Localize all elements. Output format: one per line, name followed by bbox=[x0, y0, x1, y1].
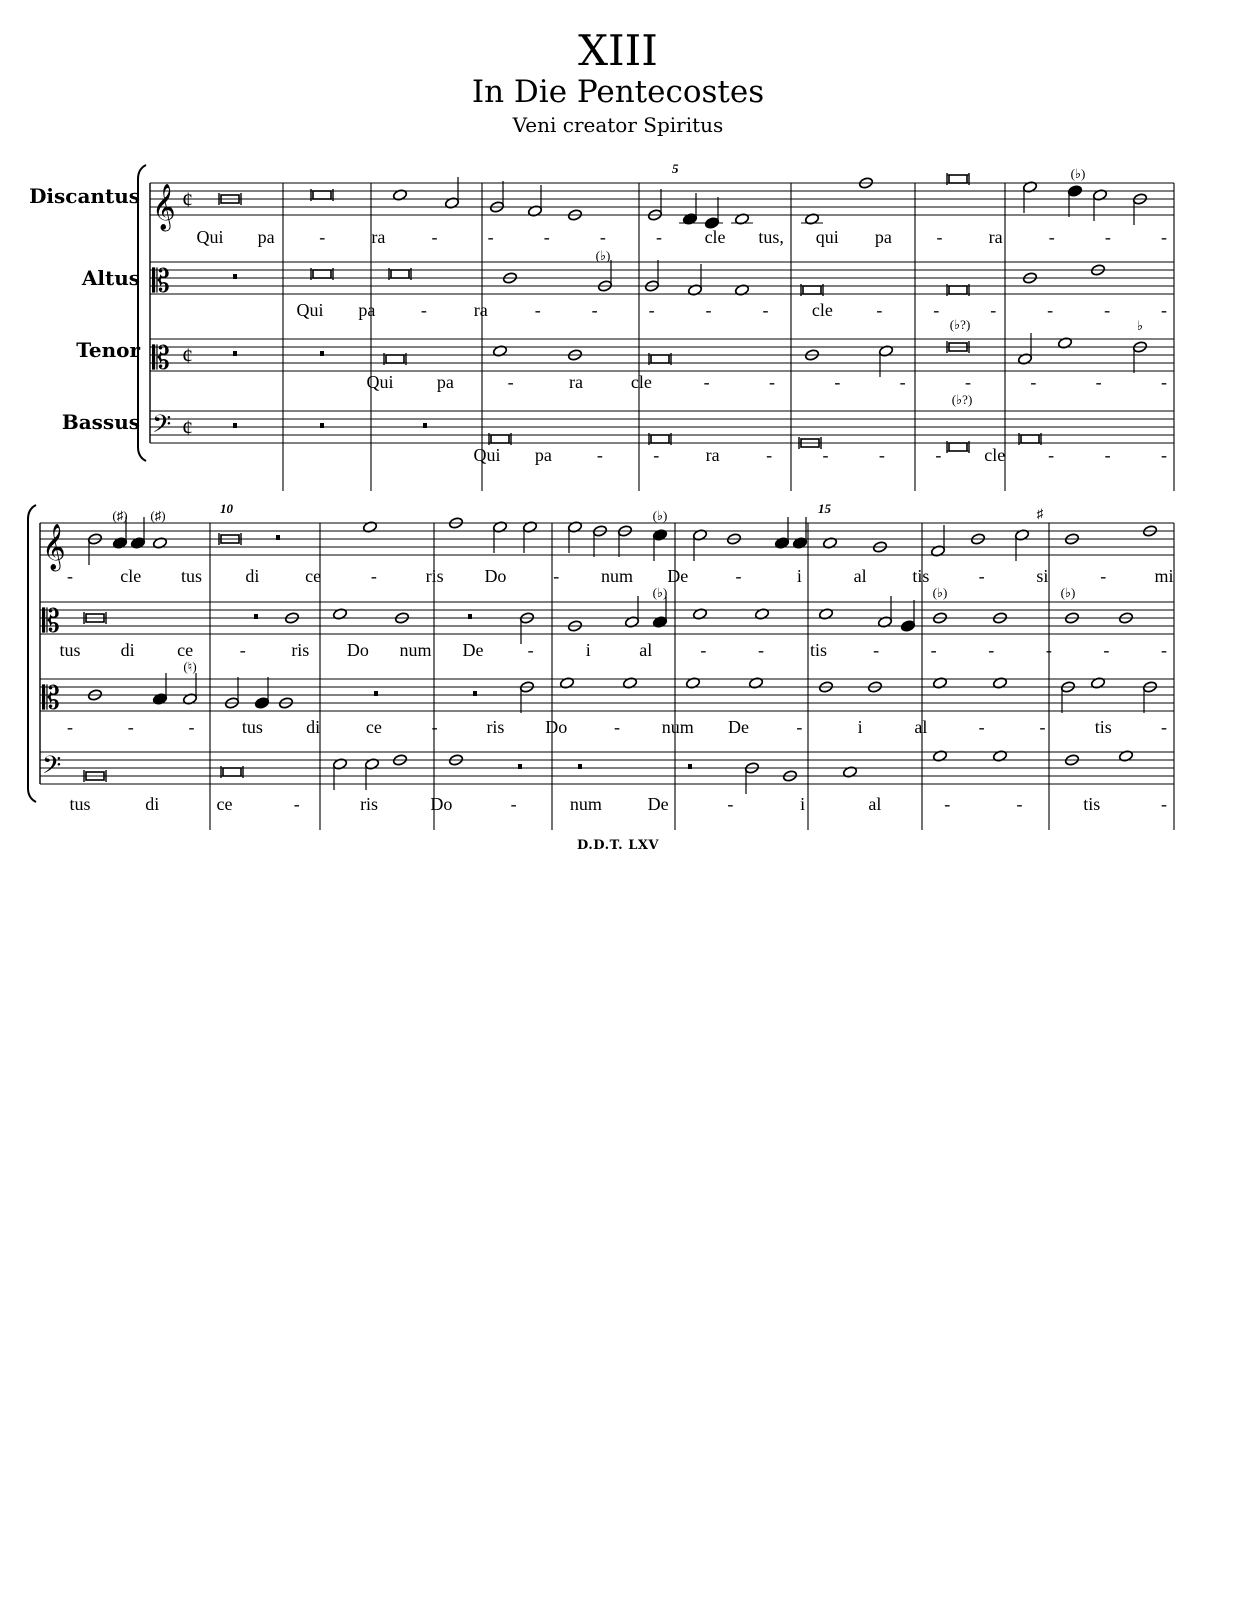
lyric-syllable: si bbox=[1036, 566, 1049, 586]
lyric-syllable: - bbox=[878, 445, 885, 465]
lyric-syllable: - bbox=[67, 566, 73, 586]
accidental-mark: (♭) bbox=[1060, 585, 1076, 600]
lyric-syllable: Do bbox=[484, 566, 507, 586]
lyric-syllable: tus, bbox=[758, 227, 784, 247]
lyric-syllable: - bbox=[1161, 227, 1167, 247]
piece-title: In Die Pentecostes bbox=[471, 74, 765, 110]
quarter-note bbox=[1067, 185, 1082, 198]
lyric-syllable: - bbox=[834, 372, 841, 392]
lyric-syllable: - bbox=[543, 227, 550, 247]
system-bracket bbox=[28, 505, 36, 802]
lyric-syllable: al bbox=[868, 794, 882, 814]
alto-clef-icon: 𝄡 bbox=[42, 680, 60, 716]
lyric-syllable: di bbox=[120, 640, 135, 660]
lyric-syllable: pa bbox=[874, 227, 892, 247]
lyric-syllable: - bbox=[599, 227, 606, 247]
treble-clef-icon: 𝄞 bbox=[152, 184, 176, 229]
lyric-syllable: mi bbox=[1154, 566, 1174, 586]
lyric-syllable: ce bbox=[365, 717, 382, 737]
breve-note bbox=[391, 270, 409, 278]
rest-mark bbox=[233, 351, 237, 356]
lyric-syllable: - bbox=[1161, 300, 1167, 320]
lyric-syllable: tis bbox=[1083, 794, 1101, 814]
cut-time-icon: ¢ bbox=[182, 343, 193, 368]
rest-mark bbox=[688, 764, 692, 769]
voice-label-discantus: Discantus bbox=[29, 184, 140, 208]
measure-number: 5 bbox=[672, 161, 679, 176]
lyric-syllable: - bbox=[1161, 794, 1167, 814]
lyric-syllable: - bbox=[944, 794, 951, 814]
lyric-syllable: pa bbox=[534, 445, 552, 465]
lyric-syllable: Qui bbox=[473, 445, 501, 465]
lyric-syllable: - bbox=[757, 640, 764, 660]
lyric-syllable: cle bbox=[630, 372, 652, 392]
accidental-mark: (♮) bbox=[183, 659, 197, 674]
lyric-syllable: Do bbox=[430, 794, 453, 814]
breve-note bbox=[949, 443, 967, 451]
lyric-syllable: - bbox=[1048, 445, 1055, 465]
lyric-syllable: tis bbox=[912, 566, 930, 586]
rest-mark bbox=[233, 274, 237, 279]
lyric-syllable: - bbox=[930, 640, 937, 660]
lyric-syllable: ra bbox=[569, 372, 583, 392]
lyric-syllable: tus bbox=[241, 717, 263, 737]
lyric-syllable: - bbox=[510, 794, 517, 814]
lyric-syllable: - bbox=[705, 300, 712, 320]
breve-note bbox=[313, 191, 331, 199]
lyric-syllable: - bbox=[239, 640, 246, 660]
lyric-syllable: Qui bbox=[366, 372, 394, 392]
lyric-syllable: - bbox=[127, 717, 134, 737]
quarter-note bbox=[900, 620, 915, 633]
lyric-syllable: - bbox=[653, 445, 660, 465]
lyric-syllable: - bbox=[1104, 300, 1111, 320]
lyric-syllable: - bbox=[431, 227, 438, 247]
rest-mark bbox=[254, 614, 258, 619]
breve-note bbox=[223, 768, 241, 776]
breve-note bbox=[949, 175, 967, 183]
lyric-syllable: - bbox=[1100, 566, 1107, 586]
lyric-syllable: al bbox=[914, 717, 928, 737]
lyric-syllable: De bbox=[647, 794, 669, 814]
alto-clef-icon: 𝄡 bbox=[42, 603, 60, 639]
lyric-syllable: tus bbox=[59, 640, 81, 660]
lyric-syllable: - bbox=[1104, 227, 1111, 247]
lyric-syllable: De bbox=[462, 640, 484, 660]
lyric-syllable: tis bbox=[1094, 717, 1112, 737]
lyric-syllable: - bbox=[534, 300, 541, 320]
lyric-syllable: - bbox=[1045, 640, 1052, 660]
accidental-mark: (♭) bbox=[652, 585, 668, 600]
lyric-syllable: - bbox=[933, 300, 940, 320]
accidental-mark: (♭) bbox=[595, 248, 611, 263]
lyric-syllable: - bbox=[431, 717, 438, 737]
lyric-syllable: cle bbox=[704, 227, 726, 247]
lyric-syllable: - bbox=[978, 566, 985, 586]
lyric-syllable: di bbox=[145, 794, 160, 814]
lyric-syllable: - bbox=[796, 717, 803, 737]
lyric-syllable: - bbox=[769, 372, 775, 392]
lyric-syllable: i bbox=[585, 640, 591, 660]
breve-note bbox=[949, 286, 967, 294]
breve-note bbox=[313, 270, 331, 278]
lyric-syllable: tus bbox=[69, 794, 91, 814]
lyric-syllable: - bbox=[700, 640, 707, 660]
breve-note bbox=[651, 435, 669, 443]
lyric-syllable: Do bbox=[545, 717, 568, 737]
lyric-syllable: - bbox=[507, 372, 514, 392]
lyric-syllable: ris bbox=[291, 640, 310, 660]
lyric-syllable: tis bbox=[810, 640, 828, 660]
bass-clef-icon: 𝄢 bbox=[42, 752, 62, 785]
lyric-syllable: - bbox=[420, 300, 427, 320]
lyric-syllable: - bbox=[614, 717, 620, 737]
lyric-syllable: - bbox=[965, 372, 971, 392]
lyric-syllable: pa bbox=[436, 372, 454, 392]
lyric-syllable: - bbox=[703, 372, 710, 392]
lyric-syllable: - bbox=[188, 717, 195, 737]
voice-label-bassus: Bassus bbox=[61, 410, 140, 434]
lyric-syllable: - bbox=[487, 227, 494, 247]
lyric-syllable: - bbox=[370, 566, 377, 586]
lyric-syllable: ra bbox=[473, 300, 488, 320]
accidental-mark: (♭) bbox=[1070, 166, 1086, 181]
lyric-syllable: - bbox=[873, 640, 880, 660]
bass-clef-icon: 𝄢 bbox=[152, 411, 172, 444]
lyric-syllable: - bbox=[978, 717, 985, 737]
lyric-syllable: ra bbox=[371, 227, 386, 247]
lyric-syllable: Do bbox=[346, 640, 369, 660]
breve-note bbox=[803, 286, 821, 294]
alto-clef-icon: 𝄡 bbox=[152, 340, 170, 376]
lyric-syllable: qui bbox=[815, 227, 839, 247]
lyric-syllable: - bbox=[822, 445, 829, 465]
lyric-syllable: - bbox=[935, 445, 942, 465]
lyric-syllable: - bbox=[319, 227, 326, 247]
voice-label-altus: Altus bbox=[81, 266, 140, 290]
lyric-syllable: - bbox=[1161, 445, 1167, 465]
voice-label-tenor: Tenor bbox=[76, 338, 140, 362]
lyric-syllable: De bbox=[667, 566, 689, 586]
accidental-mark: (♭) bbox=[932, 585, 948, 600]
cut-time-icon: ¢ bbox=[182, 415, 193, 440]
lyric-syllable: - bbox=[553, 566, 560, 586]
breve-note bbox=[491, 435, 509, 443]
lyric-syllable: ris bbox=[486, 717, 505, 737]
measure-number: 10 bbox=[220, 501, 233, 516]
hymn-subtitle: Veni creator Spiritus bbox=[512, 113, 724, 137]
lyric-syllable: tus bbox=[181, 566, 203, 586]
lyric-syllable: - bbox=[1161, 640, 1167, 660]
lyric-syllable: ris bbox=[425, 566, 444, 586]
rest-mark bbox=[468, 614, 472, 619]
lyric-syllable: ra bbox=[705, 445, 720, 465]
alto-clef-icon: 𝄡 bbox=[152, 263, 170, 299]
lyric-syllable: - bbox=[1104, 445, 1111, 465]
lyric-syllable: - bbox=[988, 640, 995, 660]
lyric-syllable: - bbox=[1047, 300, 1054, 320]
lyric-syllable: - bbox=[762, 300, 769, 320]
rest-mark bbox=[276, 535, 280, 540]
lyric-syllable: - bbox=[655, 227, 662, 247]
breve-note bbox=[651, 355, 669, 363]
lyric-syllable: num bbox=[399, 640, 432, 660]
accidental-mark: (♯) bbox=[150, 508, 166, 523]
lyric-syllable: cle bbox=[120, 566, 142, 586]
accidental-mark: ♯ bbox=[1036, 506, 1044, 521]
lyric-syllable: - bbox=[596, 445, 603, 465]
lyric-syllable: al bbox=[853, 566, 867, 586]
lyric-syllable: - bbox=[591, 300, 598, 320]
accidental-mark: (♭) bbox=[652, 508, 668, 523]
lyric-syllable: - bbox=[727, 794, 734, 814]
lyric-syllable: pa bbox=[358, 300, 376, 320]
lyric-syllable: cle bbox=[984, 445, 1006, 465]
rest-mark bbox=[423, 423, 427, 428]
lyric-syllable: di bbox=[306, 717, 321, 737]
lyric-syllable: di bbox=[245, 566, 260, 586]
lyric-syllable: - bbox=[1016, 794, 1023, 814]
lyric-syllable: ris bbox=[360, 794, 379, 814]
lyric-syllable: - bbox=[899, 372, 906, 392]
accidental-mark: (♭?) bbox=[949, 317, 971, 332]
lyric-syllable: - bbox=[67, 717, 73, 737]
lyric-syllable: i bbox=[800, 794, 806, 814]
lyric-syllable: num bbox=[569, 794, 602, 814]
lyric-syllable: ce bbox=[305, 566, 322, 586]
rest-mark bbox=[320, 351, 324, 356]
lyric-syllable: num bbox=[600, 566, 634, 586]
cut-time-icon: ¢ bbox=[182, 187, 193, 212]
lyric-syllable: pa bbox=[257, 227, 275, 247]
lyric-syllable: cle bbox=[811, 300, 833, 320]
lyric-syllable: De bbox=[728, 717, 750, 737]
lyric-syllable: - bbox=[1030, 372, 1037, 392]
breve-note bbox=[1021, 435, 1039, 443]
measure-number: 15 bbox=[818, 501, 831, 516]
breve-note bbox=[386, 355, 404, 363]
lyric-syllable: - bbox=[766, 445, 773, 465]
lyric-syllable: - bbox=[936, 227, 943, 247]
lyric-syllable: - bbox=[1095, 372, 1102, 392]
rest-mark bbox=[374, 691, 378, 696]
piece-number: XIII bbox=[578, 26, 658, 75]
lyric-syllable: - bbox=[990, 300, 997, 320]
lyric-syllable: ce bbox=[177, 640, 194, 660]
lyric-syllable: - bbox=[648, 300, 655, 320]
lyric-syllable: i bbox=[796, 566, 802, 586]
lyric-syllable: ce bbox=[216, 794, 233, 814]
edition-reference: D.D.T. LXV bbox=[576, 838, 660, 853]
lyric-syllable: ra bbox=[988, 227, 1003, 247]
lyric-syllable: - bbox=[1103, 640, 1110, 660]
accidental-mark: (♭?) bbox=[951, 392, 973, 407]
lyric-syllable: - bbox=[1161, 717, 1167, 737]
treble-clef-icon: 𝄞 bbox=[42, 524, 66, 569]
lyric-syllable: - bbox=[1048, 227, 1055, 247]
lyric-syllable: - bbox=[735, 566, 742, 586]
rest-mark bbox=[578, 764, 582, 769]
lyric-syllable: - bbox=[527, 640, 534, 660]
lyric-syllable: i bbox=[857, 717, 863, 737]
lyric-syllable: - bbox=[1039, 717, 1046, 737]
quarter-note bbox=[254, 697, 269, 710]
accidental-mark: ♭ bbox=[1136, 318, 1144, 333]
lyric-syllable: Qui bbox=[196, 227, 224, 247]
rest-mark bbox=[518, 764, 522, 769]
rest-mark bbox=[473, 691, 477, 696]
lyric-syllable: num bbox=[661, 717, 694, 737]
lyric-syllable: Qui bbox=[296, 300, 324, 320]
accidental-mark: (♯) bbox=[112, 508, 128, 523]
lyric-syllable: - bbox=[1161, 372, 1167, 392]
system-bracket bbox=[138, 165, 146, 461]
rest-mark bbox=[320, 423, 324, 428]
rest-mark bbox=[233, 423, 237, 428]
lyric-syllable: al bbox=[639, 640, 653, 660]
lyric-syllable: - bbox=[876, 300, 883, 320]
lyric-syllable: - bbox=[293, 794, 300, 814]
